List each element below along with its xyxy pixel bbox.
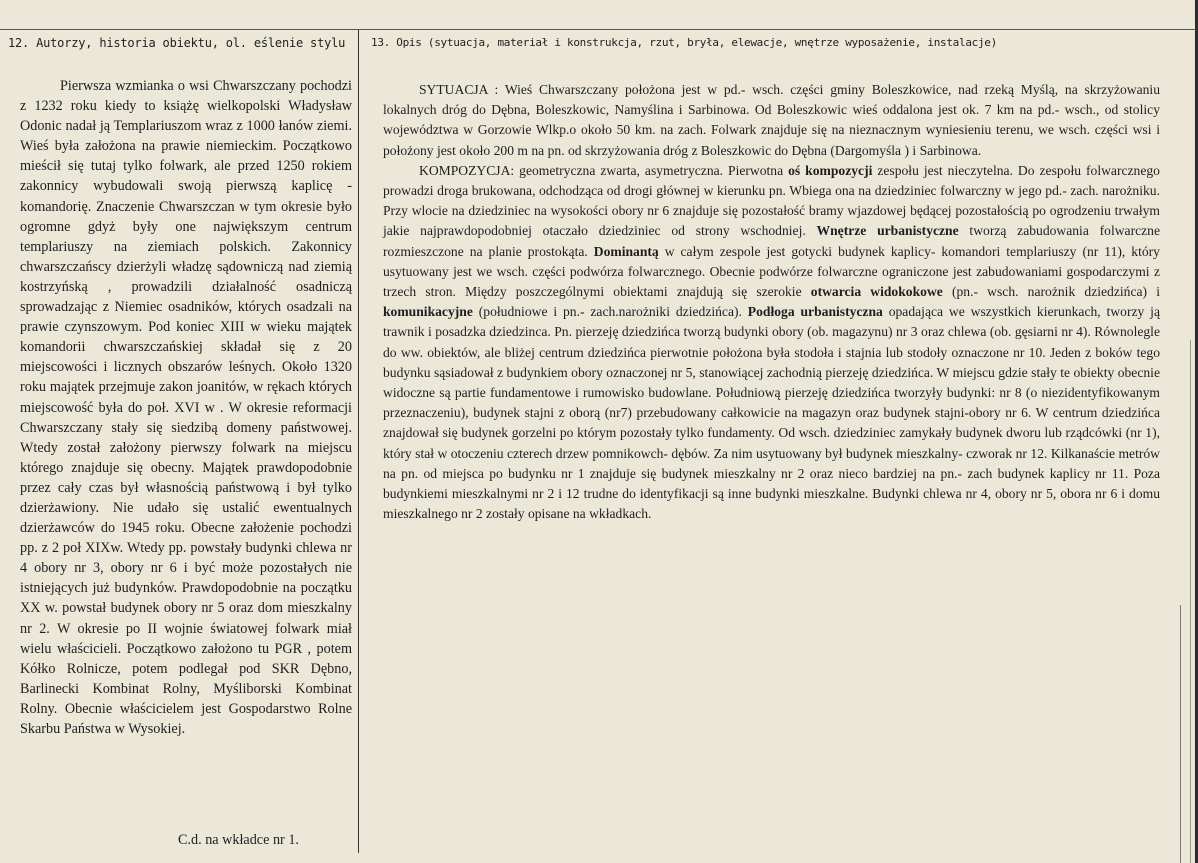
history-column xyxy=(20,76,352,739)
term-urban-interior: Wnętrze urbanistyczne xyxy=(816,223,959,239)
term-dominant: Dominantą xyxy=(593,243,659,259)
term-communication: komunikacyjne xyxy=(383,304,473,320)
continuation-note: C.d. na wkładce nr 1. xyxy=(178,832,299,848)
sytuacja-text: Wieś Chwarszczany położona jest w pd.- wsch. części gminy Boleszkowice, nad rzeką Myślą, na skrzyżowaniu lokalnych dróg do Dębna, Boleszkowic, Namyślina i Sarbinowa. Od Boleszkowic wieś oddalona jest ok. 7 km na pd.- wsch., od stolicy województwa w Gorzowie Wlkp.o około 50 km. na zach. Folwark znajduje się na nieznacznym wyniesieniu terenu, we wsch. części wsi i położony jest około 200 m na pn. od skrzyżowania dróg z Boleszkowic do Dębna (Dargomyśla ) i Sarbinowa. xyxy=(383,82,1160,158)
page-edge-line xyxy=(1180,605,1181,863)
column-divider xyxy=(358,30,359,853)
kompozycja-text-2: zespołu jest nieczytelna. Do zespołu folwarcznego prowadzi droga brukowana, odchodząca od drogi głównej w kierunku pn. Wbiega ona na dziedziniec folwarczny w jego pd.- zach. narożniku. Przy wlocie na dziedziniec na wysokości obory nr 6 znajduje się pozostałość bramy wjazdowej będącej pozostałością po ogrodzeniu trwałym jakie najprawdopodobniej otaczało dziedziniec od strony wschodniej. xyxy=(383,162,1160,239)
kompozycja-text-4: w całym zespole jest gotycki budynek kaplicy- komandori templariuszy (nr 11), który usytuowany jest we wsch. części podwórza folwarcznego. Obecnie podwórze folwarczne ograniczone jest zabudowaniami gospodarczymi z trzech stron. Między poszczególnymi obiektami znajdują się szerokie xyxy=(383,243,1160,300)
section-12-header: 12. Autorzy, historia obiektu, ol. eślenie stylu xyxy=(8,36,346,50)
term-view-openings: otwarcia widokokowe xyxy=(810,284,943,300)
sytuacja-paragraph xyxy=(383,80,1160,161)
section-13-header: 13. Opis (sytuacja, materiał i konstrukcja, rzut, bryła, elewacje, wnętrze wyposażenie, instalacje) xyxy=(371,36,997,49)
sytuacja-label: SYTUACJA : xyxy=(419,82,499,97)
term-axis: oś kompozycji xyxy=(788,162,873,178)
description-column xyxy=(383,80,1160,524)
kompozycja-text-6: (południowe i pn.- zach.narożniki dziedzińca). xyxy=(478,304,742,320)
kompozycja-text-7: opadająca we wszystkich kierunkach, tworzy ją trawnik i posadzka dziedzinca. Pn. pierzeję dziedzińca tworzą budynki obory (ob. magazynu) nr 3 oraz chlewa (ob. gęsiarni nr 4). Równolegle do ww. obiektów, ale bliżej centrum dziedzińca pierwotnie położona była stodoła i stajnia lub stodoły oznaczone nr 10. Jeden z boków tego budynku sąsiadował z budynkiem obory oznaczonej nr 5, stanowiącej zachodnią pierzeję dziedzińca. W miejscu gdzie stały te obiekty obecnie widoczne są partie fundamentowe i rumowisko budowlane. Południową pierzeję dziedzińca tworzyły budynki: nr 8 (o niezidentyfikowanym przeznaczeniu), budynek stajni z oborą (nr7) przebudowany całkowicie na magazyn oraz budynek stajni-obory nr 6. W centrum dziedzińca znajdował się budynek gorzelni po którym pozostały tylko fundamenty. Od wsch. dziedziniec zamykały budynek dworu lub rządcówki (nr 1), który stał w otoczeniu czterech drzew pomnikowch- dębów. Za nim usytuowany był budynek mieszkalny- czworak nr 12. Kilkanaście metrów na pn. od miejsca po budynku nr 1 znajduje się budynek mieszkalny nr 2 oraz nieco bardziej na pn.- zach budynek kaplicy nr 11. Poza budynkiemi mieszkalnymi nr 2 i 12 trudne do identyfikacji są inne budynki mieszkalne. Budynki chlewa nr 4, obory nr 5, obora nr 6 i domu mieszkalnego nr 2 zostały opisane na wkładkach. xyxy=(383,304,1160,522)
kompozycja-text-5: (pn.- wsch. narożnik dziedzińca) i xyxy=(951,284,1160,300)
kompozycja-text-1: geometryczna zwarta, asymetryczna. Pierwotna xyxy=(519,162,784,178)
history-paragraph: Pierwsza wzmianka o wsi Chwarszczany pochodzi z 1232 roku kiedy to książę wielkopolski Władysław Odonic nadał ją Templariuszom wraz z 1000 łanów ziemi. Wieś była założona na prawie niemieckim. Początkowo mieścił się tutaj tylko folwark, ale przed 1250 rokiem zakonnicy wybudowali swoją pierwszą kaplicę -komandorię. Znaczenie Chwarszczan w tym okresie było ogromne gdyż były one największym centrum templariuszy na ziemiach polskich. Zakonnicy chwarszczańscy dzierżyli władzę sądowniczą nad ziemią kostrzyńską , prowadzili działalność osadniczą sprowadzając z Niemiec osadników, których osadzali na prawie czynszowym. Pod koniec XIII w wieku majątek komandorii chwarszczańskiej składał się z 20 miejscowości i licznych obszarów leśnych. Około 1320 roku majątek przejmuje zakon joanitów, w rękach których miejscowość była do poł. XVI w . W okresie reformacji Chwarszczany stały się siedzibą domeny państwowej. Wtedy został założony pierwszy folwark na miejscu którego znajduje się obecny. Majątek prawdopodobnie przez cały czas był własnością państwową i był tylko dzierżawiony. Nie udało się ustalić ewentualnych dzierżawców do 1945 roku. Obecne założenie pochodzi pp. z 2 poł XIXw. Wtedy pp. powstały budynki chlewa nr 4 obory nr 3, obory nr 6 i być może pozostałych nie istniejących już budynków. Prawdopodobnie na początku XX w. powstał budynek obory nr 5 oraz dom mieszkalny nr 2. W okresie po II wojnie światowej folwark miał wielu właścicieli. Początkowo założono tu PGR , potem Kółko Rolnicze, potem podlegał pod SKR Dębno, Barlinecki Kombinat Rolny, Myśliborski Kombinat Rolny. Obecnie właścicielem jest Gospodarstwo Rolne Skarbu Państwa w Wysokiej. xyxy=(20,78,352,737)
kompozycja-label: KOMPOZYCJA: xyxy=(419,162,515,178)
top-border xyxy=(0,29,1198,30)
kompozycja-text-3: tworzą zabudowania folwarczne rozmieszczone na planie prostokąta. xyxy=(383,223,1161,259)
page-edge-line xyxy=(1190,340,1191,863)
kompozycja-paragraph xyxy=(383,161,1160,525)
term-urban-floor: Podłoga urbanistyczna xyxy=(747,304,883,320)
